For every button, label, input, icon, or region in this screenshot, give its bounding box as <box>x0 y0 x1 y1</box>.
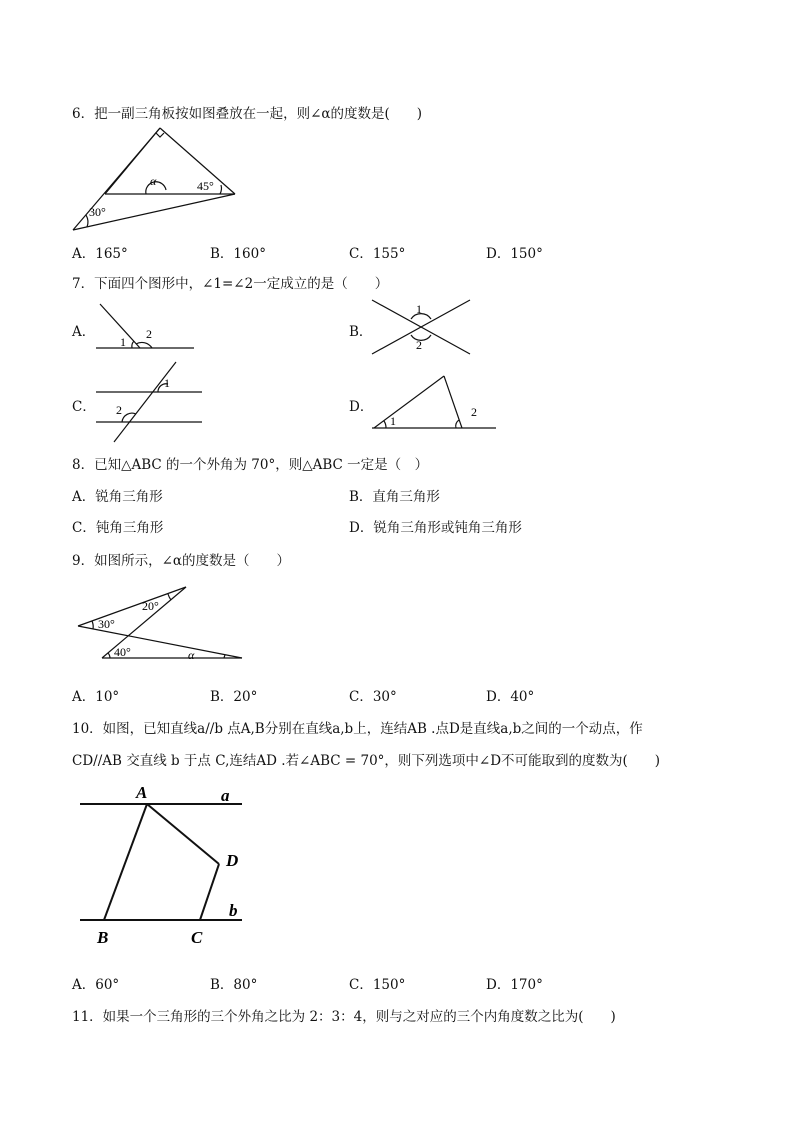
q6-option-d[interactable]: D．150° <box>486 246 543 262</box>
q6-option-b[interactable]: B．160° <box>210 246 266 262</box>
q10-option-b[interactable]: B．80° <box>210 977 258 993</box>
q6-option-a[interactable]: A．165° <box>72 246 128 262</box>
q7-label-b[interactable]: B． <box>349 324 373 340</box>
q7a-angle-1: 1 <box>120 335 126 349</box>
q9-option-a[interactable]: A．10° <box>72 689 120 705</box>
q6-30-label: 30° <box>89 205 106 219</box>
q6-45-label: 45° <box>197 179 214 193</box>
q10-line-a: a <box>221 786 230 805</box>
q7-figure-d <box>370 372 500 434</box>
q10-point-A: A <box>136 783 148 802</box>
q10-figure <box>76 780 256 950</box>
q8-stem: 8．已知△ABC 的一个外角为 70°，则△ABC 一定是（ ） <box>72 457 429 473</box>
q7b-angle-2: 2 <box>416 338 422 352</box>
q7d-angle-1: 1 <box>390 414 396 428</box>
q7-label-c[interactable]: C． <box>72 399 96 415</box>
q7-figure-b <box>370 296 474 358</box>
q7-label-a[interactable]: A． <box>72 324 96 340</box>
q7-figure-c <box>94 360 204 444</box>
q9-30-label: 30° <box>98 617 115 631</box>
q7c-angle-2: 2 <box>116 403 122 417</box>
q8-option-a[interactable]: A．锐角三角形 <box>72 489 163 505</box>
q7-stem: 7．下面四个图形中，∠1=∠2一定成立的是（ ） <box>72 276 389 292</box>
q8-option-c[interactable]: C．钝角三角形 <box>72 520 164 536</box>
q10-point-C: C <box>191 928 203 947</box>
q8-option-d[interactable]: D．锐角三角形或钝角三角形 <box>349 520 522 536</box>
q10-stem-line1: 10．如图，已知直线a//b 点A,B分别在直线a,b上，连结AB .点D是直线a,b之间的一个动点，作 <box>72 721 643 737</box>
q6-figure <box>70 124 242 236</box>
q6-option-c[interactable]: C．155° <box>349 246 406 262</box>
q7a-angle-2: 2 <box>146 327 152 341</box>
q9-figure <box>74 582 246 664</box>
q9-option-c[interactable]: C．30° <box>349 689 397 705</box>
q7-label-d[interactable]: D． <box>349 399 374 415</box>
q10-option-c[interactable]: C．150° <box>349 977 406 993</box>
q10-point-D: D <box>226 851 239 870</box>
q6-alpha-label: α <box>150 174 157 188</box>
q9-option-b[interactable]: B．20° <box>210 689 258 705</box>
q6-stem: 6．把一副三角板按如图叠放在一起，则∠α的度数是( ) <box>72 106 423 122</box>
q11-stem: 11．如果一个三角形的三个外角之比为 2：3：4，则与之对应的三个内角度数之比为( ) <box>72 1009 616 1025</box>
q9-stem: 9．如图所示，∠α的度数是（ ） <box>72 553 291 569</box>
q7-figure-a <box>94 300 198 354</box>
q10-point-B: B <box>97 928 109 947</box>
q7d-angle-2: 2 <box>471 405 477 419</box>
q10-option-d[interactable]: D．170° <box>486 977 543 993</box>
q9-20-label: 20° <box>142 599 159 613</box>
q8-option-b[interactable]: B．直角三角形 <box>349 489 440 505</box>
q10-stem-line2: CD//AB 交直线 b 于点 C,连结AD .若∠ABC = 70°，则下列选项中∠D不可能取到的度数为( ) <box>72 753 661 769</box>
q9-option-d[interactable]: D．40° <box>486 689 535 705</box>
q10-option-a[interactable]: A．60° <box>72 977 120 993</box>
q10-line-b: b <box>229 901 238 920</box>
q7b-angle-1: 1 <box>416 302 422 316</box>
q9-alpha-label: α <box>188 648 195 662</box>
q9-40-label: 40° <box>114 645 131 659</box>
q7c-angle-1: 1 <box>164 376 170 390</box>
